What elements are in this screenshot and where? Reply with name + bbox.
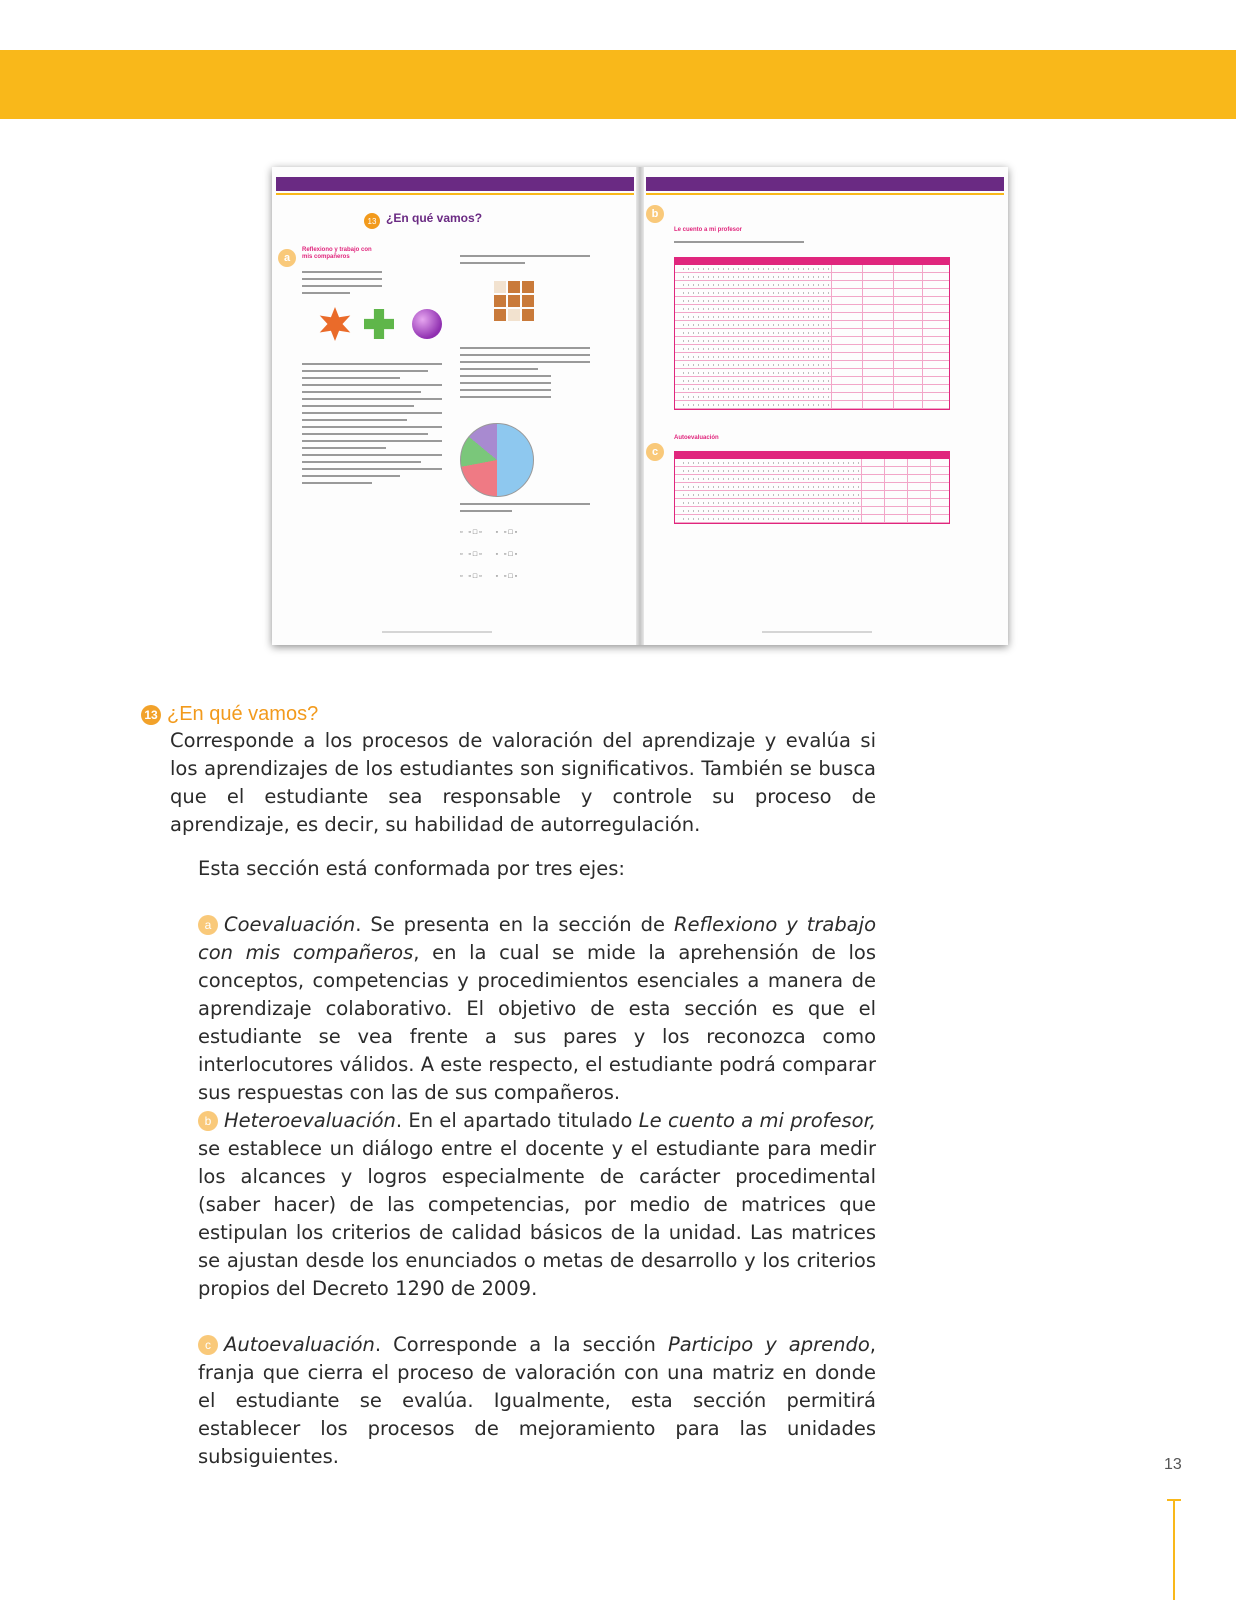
right-page-header-bar	[646, 177, 1004, 191]
left-page-header-bar	[276, 177, 634, 191]
section-number-badge: 13	[141, 705, 161, 725]
mini-fraction-row: ▫ ▫□▫ ▫ ▫□▫	[460, 551, 520, 558]
mini-pie-chart	[460, 423, 534, 497]
mini-exercise-list	[302, 363, 442, 489]
axis-name: Coevaluación	[224, 913, 356, 936]
spread-gutter	[636, 167, 644, 645]
mini-subhead-a: Reflexiono y trabajo con mis compañeros	[302, 247, 372, 260]
mini-badge-b: b	[646, 205, 664, 223]
mini-exercise-12	[460, 503, 590, 517]
mini-matrix-teacher	[674, 257, 950, 410]
sphere-shape-icon	[412, 309, 442, 339]
star-shape-icon	[318, 307, 352, 341]
axes-lead-in: Esta sección está conformada por tres ejes:	[198, 857, 625, 880]
mini-fraction-row: ▫ ▫□▫ ▫ ▫□▫	[460, 573, 520, 580]
section-reference: Le cuento a mi profesor,	[638, 1109, 876, 1132]
mini-page-title: ¿En qué vamos?	[386, 211, 483, 225]
mini-fraction-row: ▫ ▫□▫ ▫ ▫□▫	[460, 529, 520, 536]
book-spread-image	[272, 167, 1008, 645]
section-reference: Participo y aprendo	[667, 1333, 870, 1356]
mini-exercise-11	[460, 347, 590, 403]
mini-text-block	[302, 271, 382, 299]
letter-badge-b: b	[198, 1111, 218, 1131]
axis-name: Autoevaluación	[224, 1333, 375, 1356]
axis-paragraph-a: a Coevaluación. Se presenta en la sección de Reflexiono y trabajo con mis compañeros, en la cual se mide la aprehensión de los conceptos, competencias y procedimientos esenciales a manera de aprendizaje colaborativo. El objetivo de esta sección es que el estudiante se vea frente a sus pares y los reconozca como interlocutores válidos. A este respecto, el estudiante podrá comparar sus respuestas con las de sus compañeros.	[198, 913, 876, 1104]
page-number: 13	[1164, 1456, 1182, 1473]
mini-matrix-self	[674, 451, 950, 524]
cross-shape-icon	[364, 309, 394, 339]
mini-exercise-10	[460, 255, 590, 269]
mini-badge-c: c	[646, 443, 664, 461]
section-reference: Reflexiono y trabajo con mis compañeros	[198, 913, 876, 964]
axis-name: Heteroevaluación	[224, 1109, 396, 1132]
top-color-band	[0, 50, 1236, 119]
axis-paragraph-c: c Autoevaluación. Corresponde a la sección Participo y aprendo, franja que cierra el proceso de valoración con una matriz en donde el estudiante se evalúa. Igualmente, esta sección permitirá establecer los procesos de mejoramiento para las unidades subsiguientes.	[198, 1333, 876, 1468]
right-header-rule	[646, 193, 1004, 195]
section-title: ¿En qué vamos?	[167, 703, 319, 725]
axis-paragraph-b: b Heteroevaluación. En el apartado titulado Le cuento a mi profesor, se establece un diálogo entre el docente y el estudiante para medir los alcances y logros especialmente de carácter procedimental (saber hacer) de las competencias, por medio de matrices que estipulan los criterios de calidad básicos de la unidad. Las matrices se ajustan desde los enunciados o metas de desarrollo y los criterios propios del Decreto 1290 de 2009.	[198, 1109, 876, 1300]
mini-section-badge: 13	[364, 213, 380, 229]
mini-instruction	[674, 241, 804, 248]
left-header-rule	[276, 193, 634, 195]
mini-left-footer	[382, 631, 492, 633]
magic-square-grid	[494, 281, 534, 321]
mini-right-footer	[762, 631, 872, 633]
mini-badge-a: a	[278, 249, 296, 267]
letter-badge-a: a	[198, 915, 218, 935]
mini-subhead-c: Autoevaluación	[674, 435, 719, 441]
side-rule	[1173, 1500, 1175, 1600]
section-heading	[141, 703, 318, 726]
intro-paragraph: Corresponde a los procesos de valoración del aprendizaje y evalúa si los aprendizajes de los estudiantes son significativos. También se busca que el estudiante sea responsable y controle su proceso de aprendizaje, es decir, su habilidad de autorregulación.	[170, 729, 876, 836]
letter-badge-c: c	[198, 1335, 218, 1355]
mini-subhead-b: Le cuento a mi profesor	[674, 227, 743, 233]
